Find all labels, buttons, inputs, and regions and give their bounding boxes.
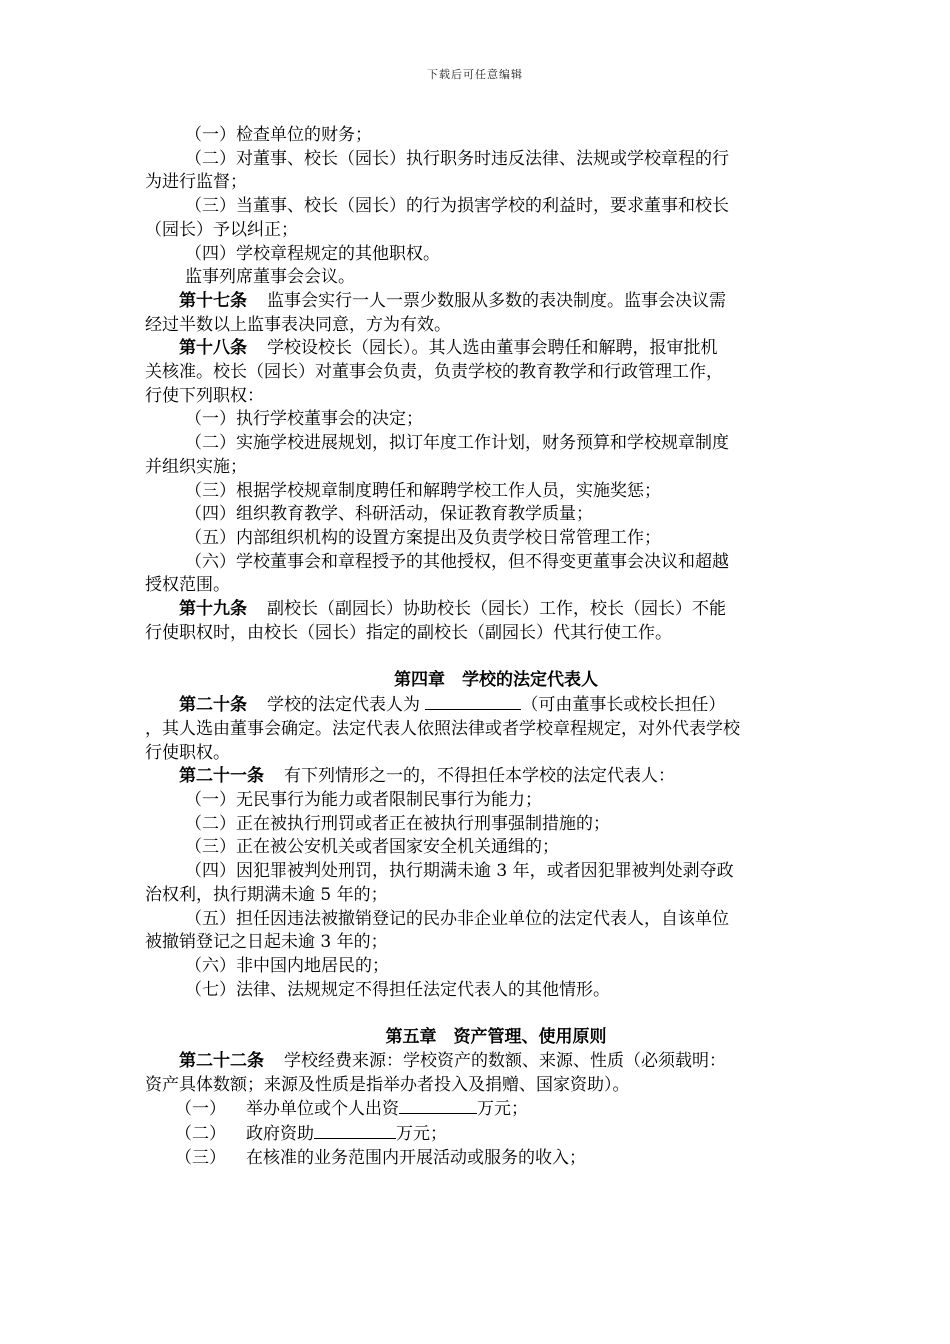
item-number: （三） [175,1147,226,1168]
item-text: 在核准的业务范围内开展活动或服务的收入； [246,1147,586,1168]
fill-blank [399,1097,477,1114]
article-text: （可由董事长或校长担任） [521,695,726,716]
list-item: （五）担任因违法被撤销登记的民办非企业单位的法定代表人，自该单位 [185,908,729,929]
article-17 [145,290,807,314]
article-text: ，其人选由董事会确定。法定代表人依照法律或者学校章程规定，对外代表学校 [145,718,740,739]
list-item: （四）因犯罪被判处刑罚，执行期满未逾 3 年，或者因犯罪被判处剥夺政 [185,861,734,882]
list-item: （三）根据学校规章制度聘任和解聘学校工作人员，实施奖惩； [185,480,661,501]
article-text: 副校长（副园长）协助校长（园长）工作，校长（园长）不能 [267,599,726,620]
article-title: 第二十一条 [179,766,264,787]
list-item-cont: 授权范围。 [145,575,230,596]
list-item-cont: 并组织实施； [145,456,247,477]
list-item: （二）实施学校进展规划，拟订年度工作计划，财务预算和学校规章制度 [185,433,729,454]
article-text: 有下列情形之一的，不得担任本学校的法定代表人： [284,766,675,787]
document-body [145,124,807,1171]
item-number: （二） [175,1124,226,1145]
list-item: （一）无民事行为能力或者限制民事行为能力； [185,789,542,810]
article-text: 学校的法定代表人为 [267,695,420,716]
item-text: 政府资助 [246,1124,314,1145]
article-20 [145,693,807,718]
list-item: （三）正在被公安机关或者国家安全机关通缉的； [185,837,559,858]
list-item: （三）当董事、校长（园长）的行为损害学校的利益时，要求董事和校长 [185,196,729,217]
article-text: 行使职权时，由校长（园长）指定的副校长（副园长）代其行使工作。 [145,622,672,643]
article-text: 经过半数以上监事表决同意，方为有效。 [145,314,451,335]
item-text: 万元； [396,1124,447,1145]
article-title: 第十八条 [179,338,247,359]
list-item: （四）组织教育教学、科研活动，保证教育教学质量； [185,504,593,525]
fill-blank [425,693,521,710]
list-item-cont: 被撤销登记之日起未逾 3 年的； [145,932,388,953]
item-text: 万元； [477,1099,528,1120]
list-item: （五）内部组织机构的设置方案提出及负责学校日常管理工作； [185,527,661,548]
article-title: 第二十条 [179,695,247,716]
article-text: 行使下列职权： [145,385,264,406]
chapter-heading: 第五章 资产管理、使用原则 [385,1027,607,1048]
paragraph: 监事列席董事会会议。 [185,267,355,288]
article-text: 资产具体数额；来源及性质是指举办者投入及捐赠、国家资助）。 [145,1074,630,1095]
funding-item [145,1097,807,1122]
list-item: （四）学校章程规定的其他职权。 [185,243,440,264]
list-item: （二）对董事、校长（园长）执行职务时违反法律、法规或学校章程的行 [185,148,729,169]
list-item: （二）正在被执行刑罚或者正在被执行刑事强制措施的； [185,813,610,834]
list-item-cont: 为进行监督； [145,172,247,193]
fill-blank [314,1122,396,1139]
list-item: （六）非中国内地居民的； [185,955,389,976]
list-item-cont: 治权利，执行期满未逾 5 年的； [145,884,388,905]
chapter-heading: 第四章 学校的法定代表人 [394,670,598,691]
list-item-cont: （园长）予以纠正； [145,219,298,240]
article-text: 监事会实行一人一票少数服从多数的表决制度。监事会决议需 [267,290,726,311]
list-item: （六）学校董事会和章程授予的其他授权，但不得变更董事会决议和超越 [185,551,729,572]
article-text: 关核准。校长（园长）对董事会负责，负责学校的教育教学和行政管理工作， [145,362,723,383]
article-title: 第二十二条 [179,1051,264,1072]
article-19 [145,598,807,622]
article-22 [145,1050,807,1074]
article-title: 第十七条 [179,290,247,311]
funding-item [145,1122,807,1147]
list-item: （一）执行学校董事会的决定； [185,409,423,430]
article-18 [145,337,807,361]
funding-item [145,1147,807,1171]
item-number: （一） [175,1099,226,1120]
item-text: 举办单位或个人出资 [246,1099,399,1120]
page-header: 下载后可任意编辑 [427,68,523,81]
article-text: 学校经费来源：学校资产的数额、来源、性质（必须载明： [284,1051,726,1072]
article-title: 第十九条 [179,599,247,620]
article-21 [145,765,807,789]
article-text: 行使职权。 [145,742,230,763]
article-text: 学校设校长（园长）。其人选由董事会聘任和解聘，报审批机 [267,338,718,359]
list-item: （七）法律、法规规定不得担任法定代表人的其他情形。 [185,979,610,1000]
list-item: （一）检查单位的财务； [185,125,372,145]
